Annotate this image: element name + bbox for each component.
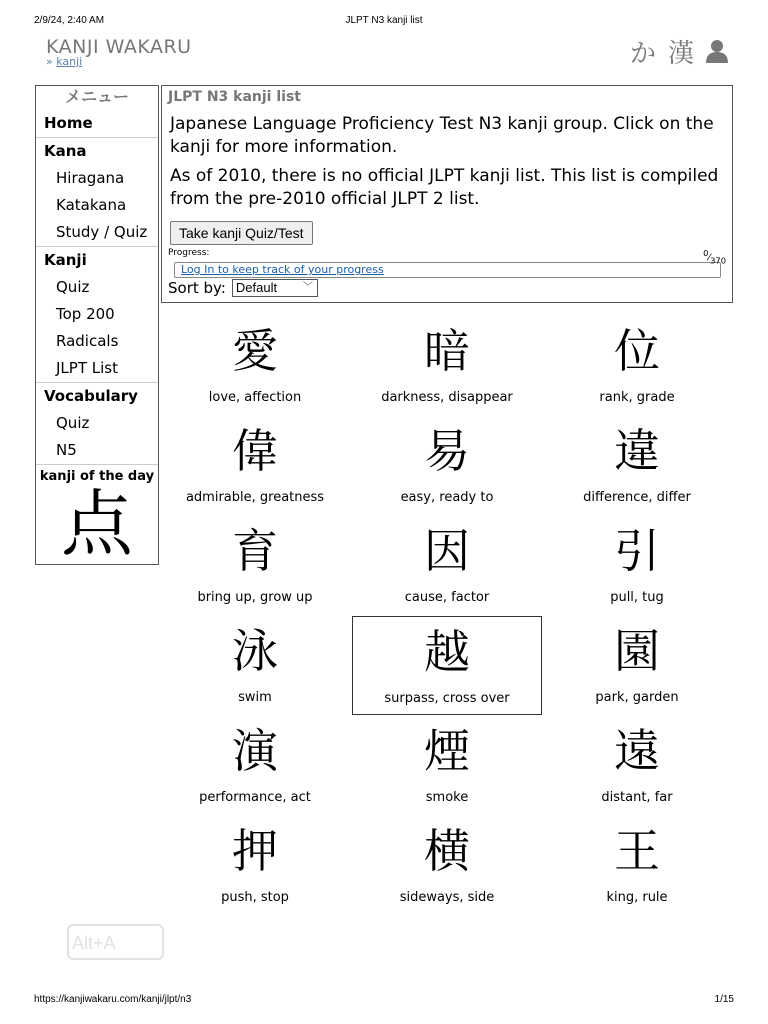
header-icons [630,34,728,68]
kanji-icon[interactable]: 漢 [667,38,694,69]
intro-panel [161,85,733,303]
print-header [0,15,768,31]
progress-label: Progress: [168,248,210,258]
sort-select[interactable] [232,279,318,297]
kanji-card[interactable] [160,816,350,915]
kanji-char: 育 [232,524,278,578]
kanji-char: 暗 [424,324,470,378]
kanji-meaning: king, rule [606,890,668,905]
kanji-card[interactable] [542,416,732,515]
kanji-char: 違 [614,424,660,478]
kanji-card-selected[interactable] [352,616,542,715]
kanji-char: 王 [614,824,660,878]
print-page-number: 1/15 [714,994,734,1005]
kanji-meaning: swim [238,690,272,705]
sort-row [168,279,726,297]
kanji-card[interactable] [160,616,350,715]
kanji-meaning: easy, ready to [400,490,494,505]
kanji-meaning: admirable, greatness [185,490,325,505]
page-title: JLPT N3 kanji list [168,89,301,105]
progress-total: 370 [710,255,726,266]
print-date: 2/9/24, 2:40 AM [34,15,105,26]
kanji-card[interactable] [160,516,350,615]
kanji-meaning: rank, grade [599,390,675,405]
sidebar-menu [35,85,159,565]
kanji-meaning: difference, differ [583,490,691,505]
breadcrumb-prefix: » [46,55,57,68]
kanji-card[interactable] [160,416,350,515]
sidebar-item-jlpt-list[interactable]: JLPT List [56,359,118,377]
kanji-char: 横 [424,824,470,878]
kanji-card[interactable] [542,516,732,615]
progress-bar [174,262,721,278]
sidebar-item-katakana[interactable]: Katakana [56,196,127,214]
kanji-card[interactable] [542,316,732,415]
sidebar-item-home[interactable]: Home [44,114,93,132]
kana-icon[interactable]: か [629,38,656,69]
kanji-char: 越 [424,625,470,679]
kanji-card[interactable] [352,516,542,615]
kanji-card[interactable] [352,316,542,415]
site-title[interactable]: KANJI WAKARU [46,36,192,58]
sidebar-item-top-200[interactable]: Top 200 [56,305,115,323]
kanji-char: 引 [614,524,660,578]
kanji-char: 位 [614,324,660,378]
breadcrumb-link-kanji[interactable]: kanji [56,55,83,68]
sidebar-item-kanji-quiz[interactable]: Quiz [56,278,90,296]
progress-done: 0 [703,248,709,258]
kanji-char: 園 [614,624,660,678]
breadcrumb [46,55,82,68]
sidebar-head-kana: Kana [44,142,87,160]
kanji-meaning: performance, act [199,790,311,805]
print-title: JLPT N3 kanji list [345,15,423,26]
kanji-meaning: smoke [425,790,469,805]
sidebar-item-vocab-quiz[interactable]: Quiz [56,414,90,432]
kanji-meaning: surpass, cross over [384,691,510,706]
kanji-card[interactable] [352,416,542,515]
kanji-meaning: push, stop [221,890,289,905]
kanji-of-the-day[interactable]: 点 [60,482,133,566]
chevron-down-icon: ﹀ [302,282,313,293]
sidebar-item-radicals[interactable]: Radicals [56,332,119,350]
sort-label: Sort by: [168,279,226,297]
print-footer [0,994,768,1010]
sidebar-item-kana-study-quiz[interactable]: Study / Quiz [56,223,148,241]
kanji-char: 因 [424,524,470,578]
user-icon[interactable] [706,39,728,63]
sidebar-head-vocabulary: Vocabulary [44,387,138,405]
kanji-meaning: bring up, grow up [197,590,313,605]
kanji-meaning: distant, far [601,790,673,805]
kanji-char: 煙 [424,724,470,778]
sidebar-title: メニュー [64,87,129,106]
kanji-card[interactable] [542,816,732,915]
kanji-meaning: sideways, side [399,890,495,905]
kanji-card[interactable] [160,716,350,815]
kanji-char: 押 [232,824,278,878]
kanji-char: 演 [232,724,278,778]
kanji-card[interactable] [352,816,542,915]
kanji-char: 愛 [232,324,278,378]
kanji-meaning: park, garden [595,690,679,705]
kanji-meaning: darkness, disappear [381,390,513,405]
sidebar-item-hiragana[interactable]: Hiragana [56,169,125,187]
kanji-card[interactable] [542,616,732,715]
kanji-char: 易 [424,424,470,478]
note-paragraph: As of 2010, there is no official JLPT kanji list. This list is compiled from the pre-2010 official JLPT 2 list. [170,166,719,209]
progress-row [168,248,726,266]
sidebar-head-kanji: Kanji [44,251,87,269]
login-progress-link[interactable]: Log In to keep track of your progress [181,263,384,276]
intro-paragraph: Japanese Language Proficiency Test N3 kanji group. Click on the kanji for more information. [170,114,714,157]
kanji-card[interactable] [542,716,732,815]
kanji-char: 偉 [232,424,278,478]
sidebar-item-n5[interactable]: N5 [56,441,77,459]
kanji-card[interactable] [160,316,350,415]
kanji-meaning: cause, factor [404,590,490,605]
kanji-char: 遠 [614,724,660,778]
print-url: https://kanjiwakaru.com/kanji/jlpt/n3 [34,994,192,1005]
sort-select-value: Default [235,280,278,295]
take-quiz-button[interactable]: Take kanji Quiz/Test [170,221,313,245]
kanji-char: 泳 [232,624,278,678]
kanji-meaning: pull, tug [610,590,664,605]
kanji-meaning: love, affection [208,390,302,405]
kanji-card[interactable] [352,716,542,815]
kanji-of-the-day-label: kanji of the day [39,469,155,484]
alt-a-shortcut-overlay[interactable]: Alt+A [67,924,164,960]
progress-count: $^0⁄_{370}$ [703,248,726,266]
